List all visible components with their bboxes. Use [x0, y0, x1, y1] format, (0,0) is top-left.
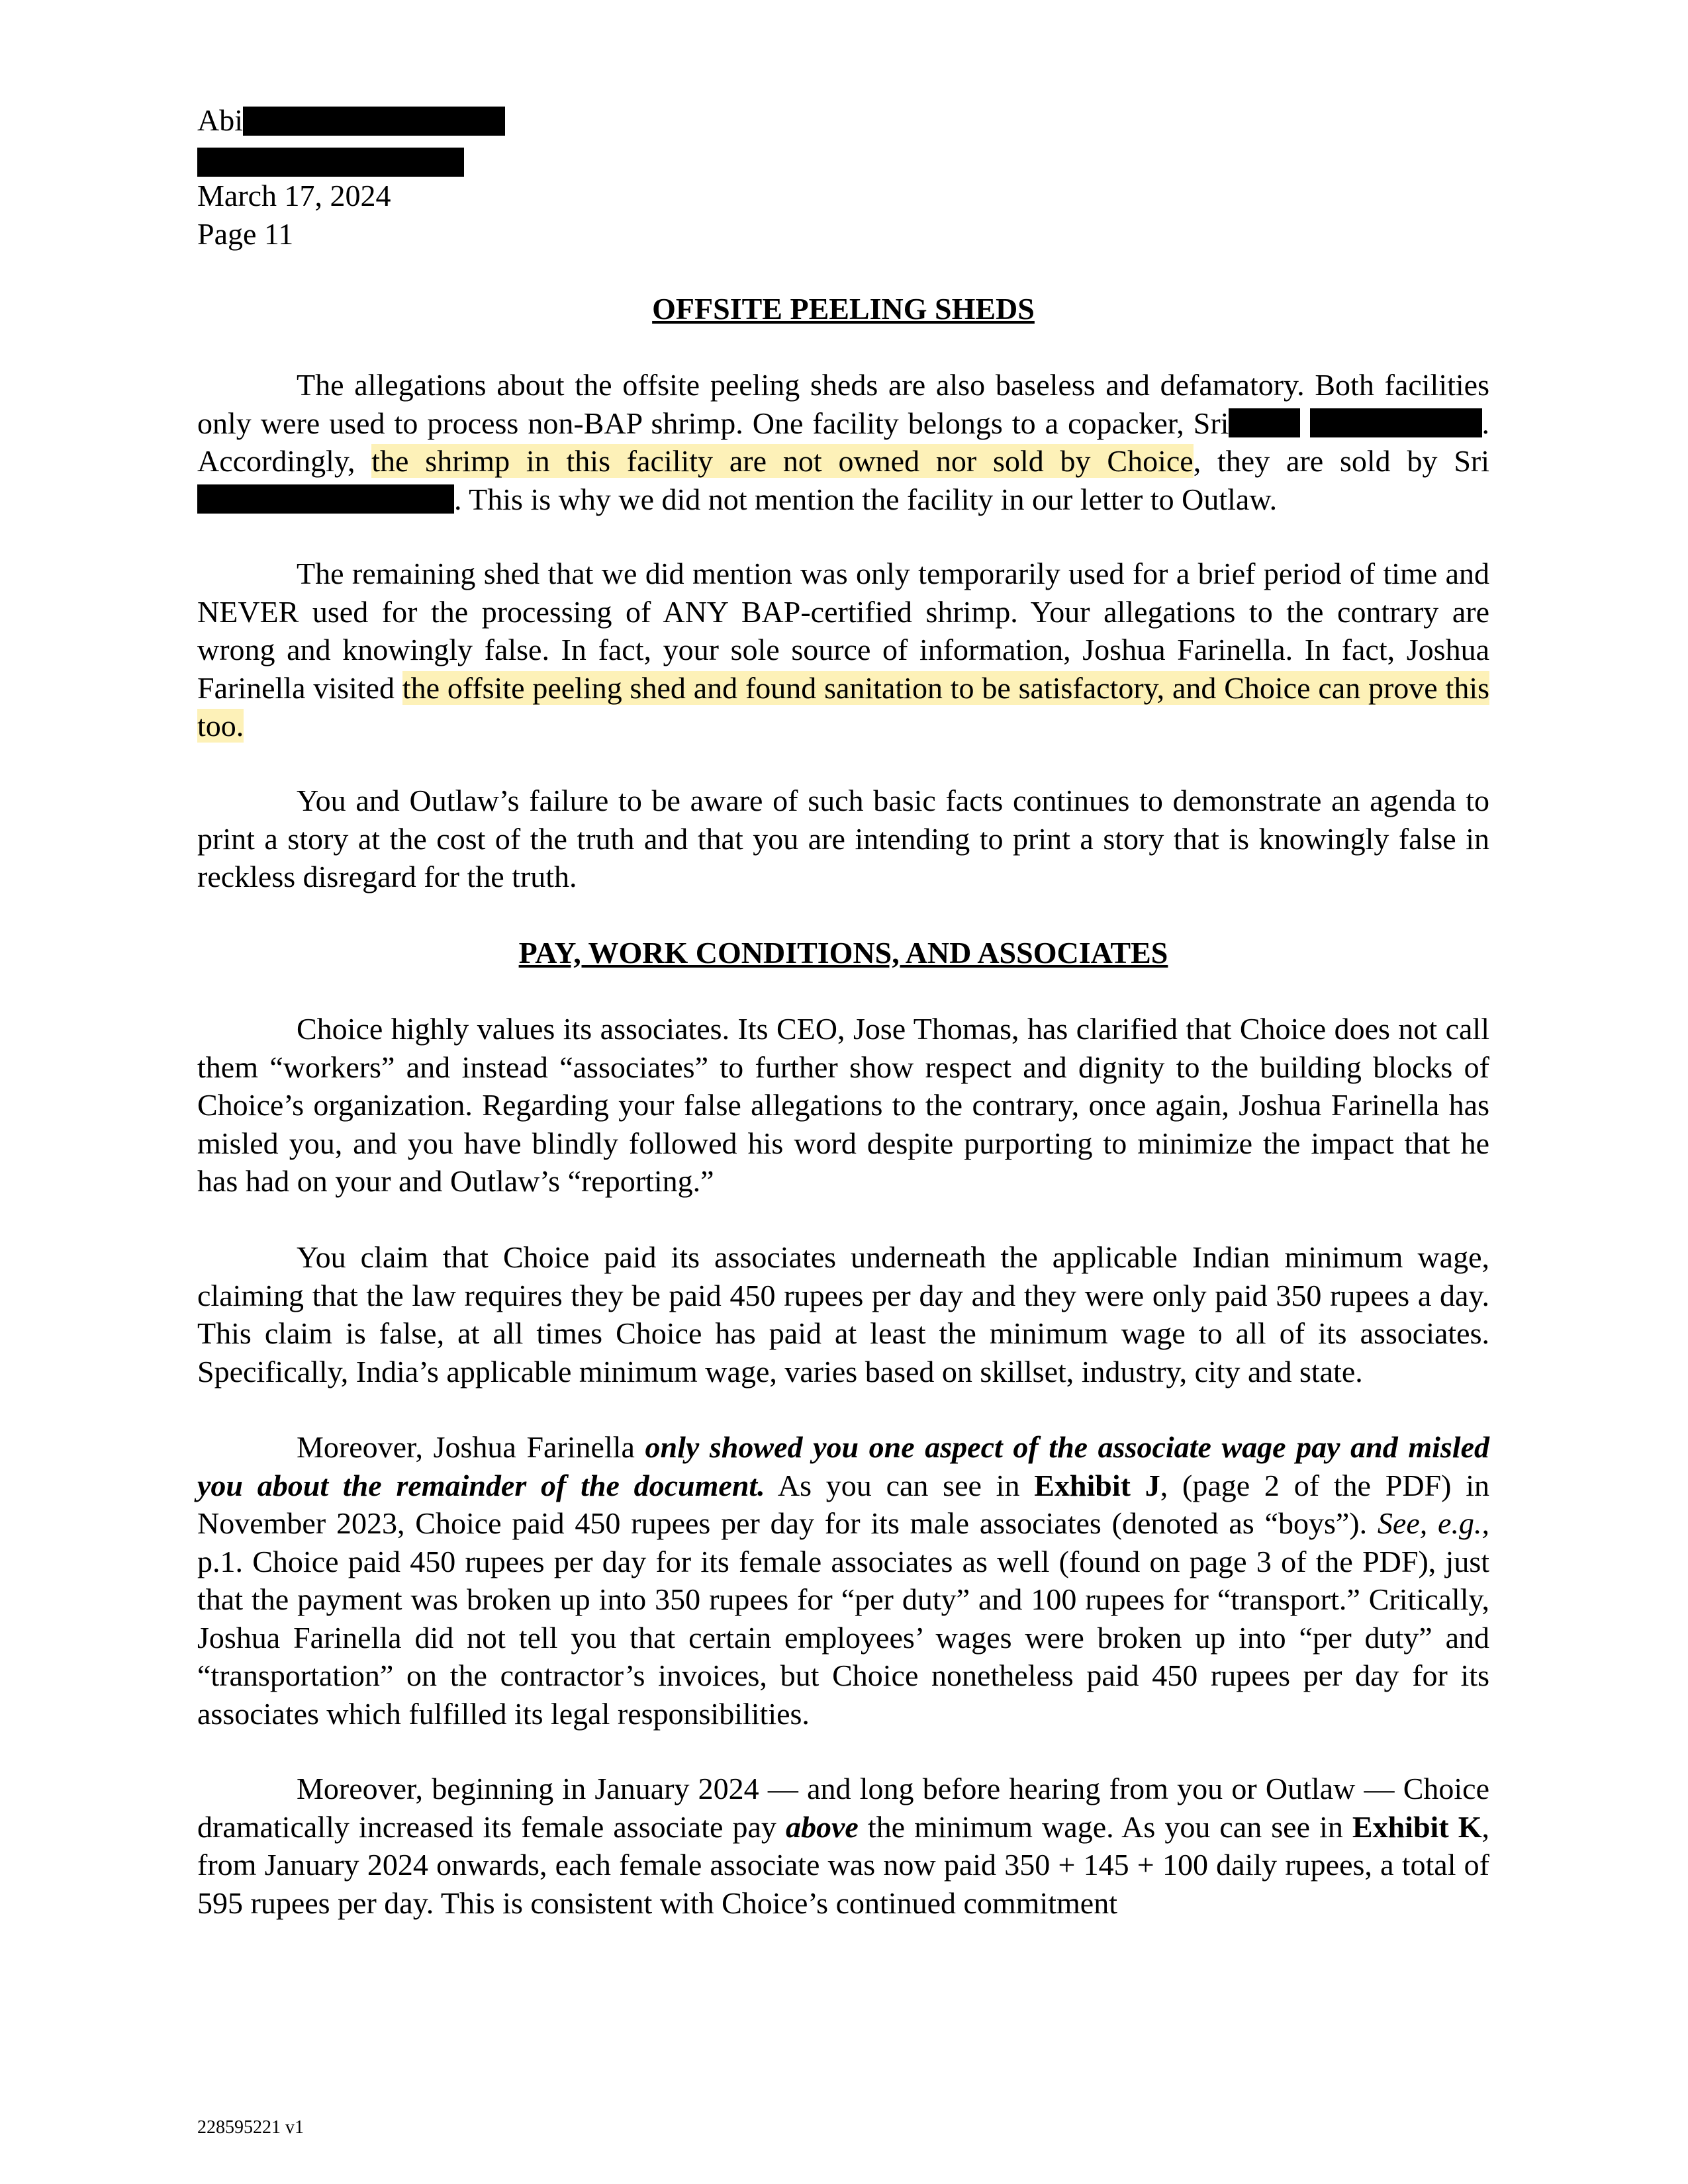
redaction-box — [243, 107, 505, 136]
paragraph-offsite-1: The allegations about the offsite peeling sheds are also baseless and defamatory. Both facilities only were used to process non-BAP shrimp. One facility belongs to a copacker, Sri . Accordingly, the shrimp in this facility are not owned nor sold by Choice, they are sold by Sri. This is why we did not mention the facility in our letter to Outlaw. — [197, 368, 1490, 516]
paragraph-offsite-2: The remaining shed that we did mention was only temporarily used for a brief period of time and NEVER used for the processing of ANY BAP-certified shrimp. Your allegations to the contrary are wrong and knowingly false. In fact, your sole source of information, Joshua Farinella. In fact, Joshua Farinella visited the offsite peeling shed and found sanitation to be satisfactory, and Choice can prove this too. — [197, 557, 1490, 743]
document-id-footer: 228595221 v1 — [197, 2117, 304, 2138]
redaction-box — [197, 484, 454, 514]
highlighted-text: the offsite peeling shed and found sanitation to be satisfactory, and Choice can prove this too. — [197, 670, 1490, 743]
exhibit-j-reference: Exhibit J — [1034, 1468, 1160, 1502]
paragraph-offsite-3: You and Outlaw’s failure to be aware of such basic facts continues to demonstrate an agenda to print a story at the cost of the truth and that you are intending to print a story that is knowingly false in reckless disregard for the truth. — [197, 784, 1489, 893]
redaction-box — [1229, 408, 1300, 437]
paragraph-pay-1: Choice highly values its associates. Its CEO, Jose Thomas, has clarified that Choice does not call them “workers” and instead “associates” to further show respect and dignity to the building blocks of Choice’s organization. Regarding your false allegations to the contrary, once again, Joshua Farinella has misled you, and you have blindly followed his word despite purporting to minimize the impact that he has had on your and Outlaw’s “reporting.” — [197, 1012, 1489, 1198]
paragraph-pay-2: You claim that Choice paid its associates underneath the applicable Indian minimum wage, claiming that the law requires they be paid 450 rupees per day and they were only paid 350 rupees a day. This claim is false, at all times Choice has paid at least the minimum wage to all of its associates. Specifically, India’s applicable minimum wage, varies based on skillset, industry, city and state. — [197, 1240, 1489, 1388]
page-number: Page 11 — [197, 217, 294, 251]
section-heading-offsite-peeling-sheds: OFFSITE PEELING SHEDS — [652, 292, 1035, 326]
paragraph-pay-4: Moreover, beginning in January 2024 — and long before hearing from you or Outlaw — Choice dramatically increased its female associate pay above the minimum wage. As you can see in Exhibit K, from January 2024 onwards, each female associate was now paid 350 + 145 + 100 daily rupees, a total of 595 rupees per day. This is consistent with Choice’s continued commitment — [197, 1772, 1489, 1920]
recipient-prefix: Abi — [197, 103, 243, 137]
paragraph-pay-3: Moreover, Joshua Farinella only showed you one aspect of the associate wage pay and misled you about the remainder of the document. As you can see in Exhibit J, (page 2 of the PDF) in November 2023, Choice paid 450 rupees per day for its male associates (denoted as “boys”). See, e.g., p.1. Choice paid 450 rupees per day for its female associates as well (found on page 3 of the PDF), just that the payment was broken up into 350 rupees for “per duty” and 100 rupees for “transport.” Critically, Joshua Farinella did not tell you that certain employees’ wages were broken up into “per duty” and “transportation” on the contractor’s invoices, but Choice nonetheless paid 450 rupees per day for its associates which fulfilled its legal responsibilities. — [197, 1430, 1489, 1731]
redaction-box — [197, 148, 464, 177]
highlighted-text: the shrimp in this facility are not owned nor sold by Choice — [371, 444, 1194, 478]
exhibit-k-reference: Exhibit K — [1352, 1809, 1482, 1844]
section-heading-pay-work-conditions: PAY, WORK CONDITIONS, AND ASSOCIATES — [518, 936, 1168, 970]
redaction-box — [1310, 408, 1482, 437]
letter-date: March 17, 2024 — [197, 179, 391, 212]
recipient-line — [197, 101, 505, 140]
